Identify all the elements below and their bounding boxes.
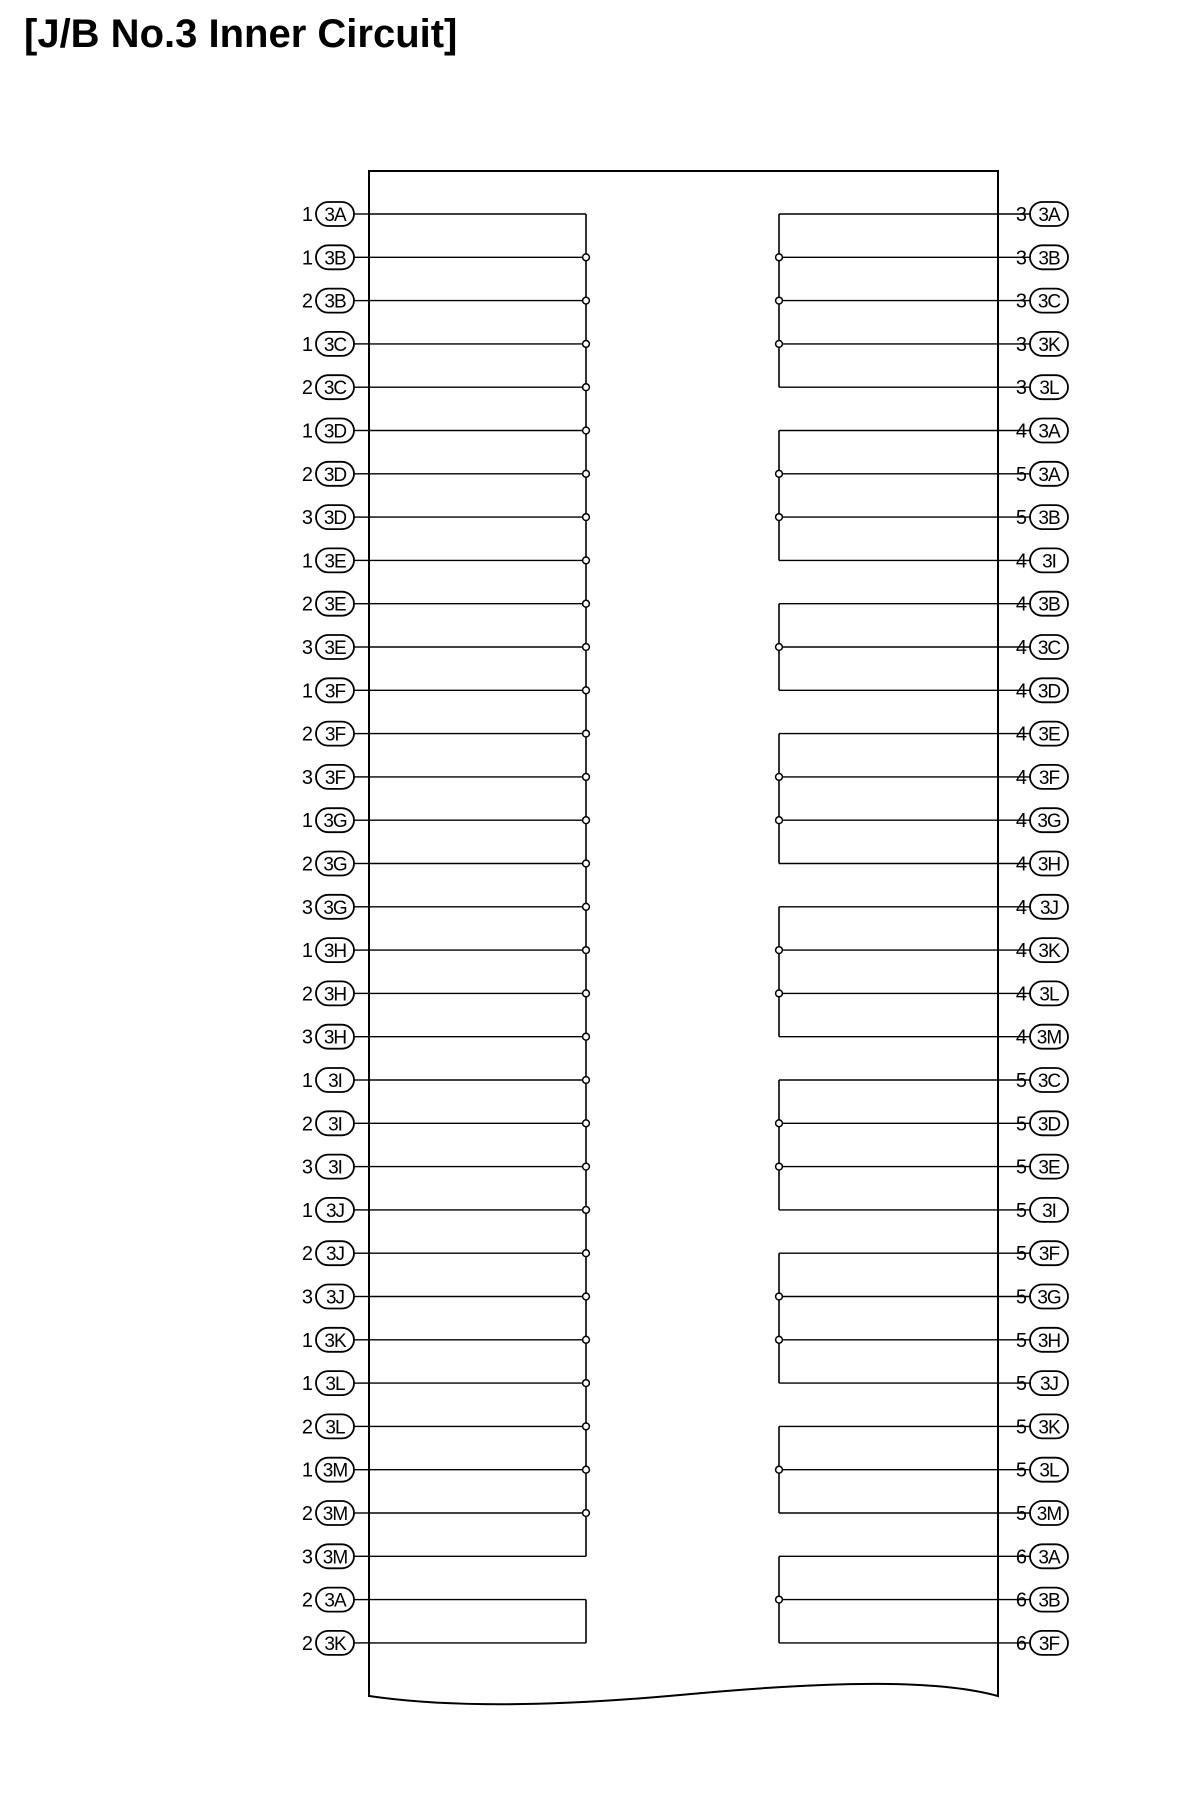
connector-code: 3B	[324, 248, 346, 270]
connector-code: 3D	[323, 464, 347, 486]
pin-number: 3	[1015, 290, 1027, 313]
right-terminal	[998, 1155, 1068, 1179]
pin-number: 5	[1015, 1459, 1027, 1482]
connector-code: 3K	[324, 1633, 346, 1655]
connector-code: 3H	[323, 941, 347, 963]
left-terminal	[302, 1371, 369, 1395]
splice-dot	[583, 947, 590, 954]
splice-dot	[776, 1293, 783, 1300]
left-terminal	[302, 1198, 369, 1222]
right-terminal	[998, 1111, 1068, 1135]
left-terminal	[302, 1241, 369, 1265]
pin-number: 1	[301, 1070, 313, 1092]
pin-number: 1	[301, 333, 313, 356]
pin-number: 4	[1015, 940, 1027, 963]
pin-number: 3	[301, 766, 313, 789]
splice-dot	[583, 514, 590, 521]
right-terminal	[998, 1328, 1068, 1352]
splice-dot	[583, 427, 590, 434]
right-terminal	[998, 852, 1068, 876]
right-terminal	[998, 1588, 1068, 1612]
connector-code: 3D	[1037, 1114, 1061, 1136]
pin-number: 5	[1015, 1199, 1027, 1222]
connector-code: 3G	[323, 854, 347, 876]
pin-number: 1	[301, 1199, 313, 1222]
pin-number: 3	[301, 1026, 313, 1049]
connector-code: 3A	[324, 1590, 346, 1612]
pin-number: 2	[301, 1632, 313, 1655]
connector-code: 3F	[1038, 1633, 1060, 1655]
splice-dot	[776, 514, 783, 521]
pin-number: 4	[1015, 983, 1027, 1006]
splice-dot	[583, 557, 590, 564]
diagram-title: [J/B No.3 Inner Circuit]	[24, 12, 458, 56]
connector-code: 3B	[1038, 1590, 1060, 1612]
pin-number: 1	[301, 940, 313, 963]
pin-number: 2	[301, 463, 313, 486]
connector-code: 3L	[1039, 378, 1059, 400]
connector-code: 3C	[1037, 638, 1061, 659]
left-terminal	[302, 1111, 369, 1135]
splice-dot	[776, 644, 783, 651]
splice-dot	[583, 903, 590, 910]
pin-number: 4	[1015, 1026, 1027, 1049]
pin-number: 5	[1015, 1416, 1027, 1439]
pin-number: 4	[1015, 420, 1027, 443]
left-terminal	[302, 375, 369, 399]
right-terminal	[998, 1501, 1068, 1525]
connector-code: 3L	[1039, 984, 1059, 1006]
right-terminal	[998, 1544, 1068, 1568]
pin-number: 4	[1015, 896, 1027, 919]
splice-dot	[583, 687, 590, 694]
pin-number: 5	[1015, 1156, 1027, 1179]
splice-dot	[583, 1293, 590, 1300]
left-terminal	[302, 1328, 369, 1352]
splice-dot	[583, 1380, 590, 1387]
splice-dot	[583, 860, 590, 867]
pin-number: 3	[301, 1156, 313, 1179]
pin-number: 6	[1015, 1589, 1027, 1612]
connector-code: 3D	[1037, 681, 1061, 703]
left-terminal	[302, 1025, 369, 1049]
splice-dot	[583, 341, 590, 348]
splice-dot	[583, 254, 590, 261]
left-terminal	[302, 1631, 369, 1655]
pin-number: 3	[301, 1546, 313, 1569]
right-terminal	[998, 462, 1068, 486]
right-terminal	[998, 1458, 1068, 1482]
left-terminal	[302, 289, 369, 313]
pin-number: 4	[1015, 766, 1027, 789]
left-terminal	[302, 202, 369, 226]
pin-number: 4	[1015, 810, 1027, 833]
connector-code: 3M	[322, 1504, 348, 1525]
pin-number: 5	[1015, 1070, 1027, 1092]
left-terminal	[302, 1155, 369, 1179]
splice-dot	[583, 1336, 590, 1343]
pin-number: 6	[1015, 1632, 1027, 1655]
right-terminal	[998, 1631, 1068, 1655]
connector-code: 3C	[1037, 1071, 1061, 1092]
left-terminal	[302, 895, 369, 919]
left-terminal	[302, 592, 369, 616]
right-terminal	[998, 765, 1068, 789]
left-terminal	[302, 332, 369, 356]
connector-code: 3A	[1038, 421, 1060, 443]
connector-code: 3K	[1038, 334, 1060, 356]
pin-number: 2	[301, 1416, 313, 1439]
right-terminal	[998, 678, 1068, 702]
left-terminal	[302, 245, 369, 269]
junction-block-outline	[369, 171, 998, 1704]
pin-number: 4	[1015, 723, 1027, 746]
splice-dot	[776, 1596, 783, 1603]
connector-code: 3E	[1038, 1157, 1060, 1179]
pin-number: 2	[301, 290, 313, 313]
splice-dot	[583, 1163, 590, 1170]
pin-number: 1	[301, 680, 313, 703]
connector-code: 3G	[1037, 1287, 1061, 1309]
splice-dot	[776, 1163, 783, 1170]
connector-code: 3H	[1037, 854, 1061, 876]
left-terminal	[302, 808, 369, 832]
pin-number: 5	[1015, 1113, 1027, 1136]
connector-code: 3G	[1037, 811, 1061, 833]
right-terminal	[998, 635, 1068, 659]
connector-code: 3J	[1039, 897, 1059, 919]
connector-code: 3A	[1038, 464, 1060, 486]
right-terminal	[998, 808, 1068, 832]
right-terminal	[998, 722, 1068, 746]
connector-code: 3C	[323, 334, 347, 356]
splice-dot	[583, 1510, 590, 1517]
left-terminal	[302, 548, 369, 572]
splice-dot	[583, 730, 590, 737]
connector-code: 3B	[1038, 594, 1060, 616]
pin-number: 4	[1015, 637, 1027, 659]
pin-number: 1	[301, 550, 313, 573]
splice-dot	[776, 990, 783, 997]
splice-dot	[776, 297, 783, 304]
connector-code: 3L	[325, 1374, 345, 1396]
pin-number: 3	[1015, 333, 1027, 356]
connector-code: 3J	[325, 1287, 345, 1309]
right-terminal	[998, 202, 1068, 226]
pin-number: 1	[301, 420, 313, 443]
splice-dot	[583, 297, 590, 304]
splice-dot	[776, 254, 783, 261]
connector-code: 3J	[1039, 1374, 1059, 1396]
left-terminal	[302, 938, 369, 962]
splice-dot	[583, 1423, 590, 1430]
connector-code: 3C	[1037, 291, 1061, 313]
pin-number: 6	[1015, 1546, 1027, 1569]
right-terminal	[998, 981, 1068, 1005]
pin-number: 4	[1015, 550, 1027, 573]
connector-code: 3A	[1038, 205, 1060, 226]
pin-number: 3	[1015, 377, 1027, 400]
connector-code: 3I	[328, 1157, 342, 1179]
connector-code: 3M	[322, 1547, 348, 1569]
splice-dot	[776, 1336, 783, 1343]
pin-number: 5	[1015, 1286, 1027, 1309]
pin-number: 2	[301, 1113, 313, 1136]
connector-code: 3H	[323, 1027, 347, 1049]
pin-number: 1	[301, 810, 313, 833]
splice-dot	[776, 947, 783, 954]
connector-code: 3D	[323, 508, 347, 530]
pin-number: 5	[1015, 507, 1027, 530]
pin-number: 3	[301, 637, 313, 659]
right-terminal	[998, 505, 1068, 529]
left-terminal	[302, 722, 369, 746]
splice-dot	[583, 774, 590, 781]
pin-number: 1	[301, 1459, 313, 1482]
connector-code: 3A	[1038, 1547, 1060, 1569]
pin-number: 5	[1015, 1373, 1027, 1396]
connector-code: 3K	[324, 1330, 346, 1352]
connector-code: 3J	[325, 1200, 345, 1222]
connector-code: 3I	[328, 1071, 342, 1092]
right-terminal	[998, 1371, 1068, 1395]
left-terminal	[302, 635, 369, 659]
splice-dot	[583, 1466, 590, 1473]
pin-number: 2	[301, 723, 313, 746]
right-terminal	[998, 1198, 1068, 1222]
left-terminal	[302, 1458, 369, 1482]
splice-dot	[583, 990, 590, 997]
connector-code: 3E	[324, 638, 346, 659]
connector-code: 3B	[1038, 248, 1060, 270]
splice-dot	[583, 1077, 590, 1084]
left-terminal	[302, 1285, 369, 1309]
pin-number: 2	[301, 377, 313, 400]
pin-number: 1	[301, 1329, 313, 1352]
right-terminal	[998, 332, 1068, 356]
connector-code: 3C	[323, 378, 347, 400]
connector-code: 3L	[325, 1417, 345, 1439]
left-terminal	[302, 852, 369, 876]
splice-dot	[776, 817, 783, 824]
connector-code: 3D	[323, 421, 347, 443]
splice-dot	[583, 817, 590, 824]
connector-code: 3M	[322, 1460, 348, 1482]
left-terminal	[302, 765, 369, 789]
right-terminal	[998, 375, 1068, 399]
connector-code: 3F	[1038, 767, 1060, 789]
connector-code: 3A	[324, 205, 346, 226]
connector-code: 3I	[1042, 551, 1056, 573]
connector-code: 3F	[324, 767, 346, 789]
left-terminal	[302, 1414, 369, 1438]
splice-dot	[776, 1120, 783, 1127]
pin-number: 2	[301, 593, 313, 616]
right-terminal	[998, 1414, 1068, 1438]
pin-number: 3	[301, 1286, 313, 1309]
left-terminal	[302, 981, 369, 1005]
connector-code: 3E	[324, 551, 346, 573]
right-terminal	[998, 895, 1068, 919]
splice-dot	[776, 470, 783, 477]
connector-code: 3F	[1038, 1244, 1060, 1266]
pin-number: 5	[1015, 1503, 1027, 1525]
pin-number: 5	[1015, 1243, 1027, 1266]
left-terminal	[302, 678, 369, 702]
pin-number: 4	[1015, 593, 1027, 616]
left-terminal	[302, 1068, 369, 1092]
connector-code: 3L	[1039, 1460, 1059, 1482]
left-terminal	[302, 1544, 369, 1568]
circuit-wires	[369, 214, 998, 1643]
right-terminal	[998, 1068, 1068, 1092]
splice-dot	[583, 470, 590, 477]
pin-number: 4	[1015, 853, 1027, 876]
right-terminal	[998, 245, 1068, 269]
right-terminal	[998, 548, 1068, 572]
splice-dot	[583, 384, 590, 391]
splice-dot	[583, 1033, 590, 1040]
splice-dot	[583, 1120, 590, 1127]
right-terminal	[998, 289, 1068, 313]
splice-dot	[583, 600, 590, 607]
pin-number: 5	[1015, 463, 1027, 486]
right-terminal	[998, 1285, 1068, 1309]
terminal-labels	[302, 202, 1068, 1655]
pin-number: 2	[301, 1503, 313, 1525]
left-terminal	[302, 462, 369, 486]
right-terminal	[998, 592, 1068, 616]
splice-dot	[583, 644, 590, 651]
pin-number: 4	[1015, 680, 1027, 703]
connector-code: 3F	[324, 724, 346, 746]
right-terminal	[998, 938, 1068, 962]
connector-code: 3G	[323, 897, 347, 919]
pin-number: 3	[301, 896, 313, 919]
connector-code: 3M	[1036, 1504, 1062, 1525]
connector-code: 3G	[323, 811, 347, 833]
pin-number: 2	[301, 853, 313, 876]
splice-dot	[776, 341, 783, 348]
left-terminal	[302, 1501, 369, 1525]
connector-code: 3B	[1038, 508, 1060, 530]
connector-code: 3E	[324, 594, 346, 616]
connector-code: 3H	[1037, 1330, 1061, 1352]
pin-number: 2	[301, 1589, 313, 1612]
splice-dot	[776, 774, 783, 781]
pin-number: 1	[301, 204, 313, 226]
pin-number: 3	[1015, 204, 1027, 226]
splice-dot	[583, 1250, 590, 1257]
left-terminal	[302, 419, 369, 443]
right-terminal	[998, 1025, 1068, 1049]
pin-number: 1	[301, 1373, 313, 1396]
left-terminal	[302, 1588, 369, 1612]
splice-dot	[776, 1466, 783, 1473]
right-terminal	[998, 419, 1068, 443]
connector-code: 3J	[325, 1244, 345, 1266]
connector-code: 3K	[1038, 1417, 1060, 1439]
connector-code: 3B	[324, 291, 346, 313]
pin-number: 5	[1015, 1329, 1027, 1352]
pin-number: 2	[301, 983, 313, 1006]
pin-number: 3	[1015, 247, 1027, 270]
connector-code: 3M	[1036, 1027, 1062, 1049]
pin-number: 3	[301, 507, 313, 530]
connector-code: 3I	[1042, 1200, 1056, 1222]
left-terminal	[302, 505, 369, 529]
connector-code: 3I	[328, 1114, 342, 1136]
pin-number: 1	[301, 247, 313, 270]
right-terminal	[998, 1241, 1068, 1265]
connector-code: 3E	[1038, 724, 1060, 746]
connector-code: 3H	[323, 984, 347, 1006]
pin-number: 2	[301, 1243, 313, 1266]
splice-dot	[583, 1207, 590, 1214]
connector-code: 3K	[1038, 941, 1060, 963]
connector-code: 3F	[324, 681, 346, 703]
